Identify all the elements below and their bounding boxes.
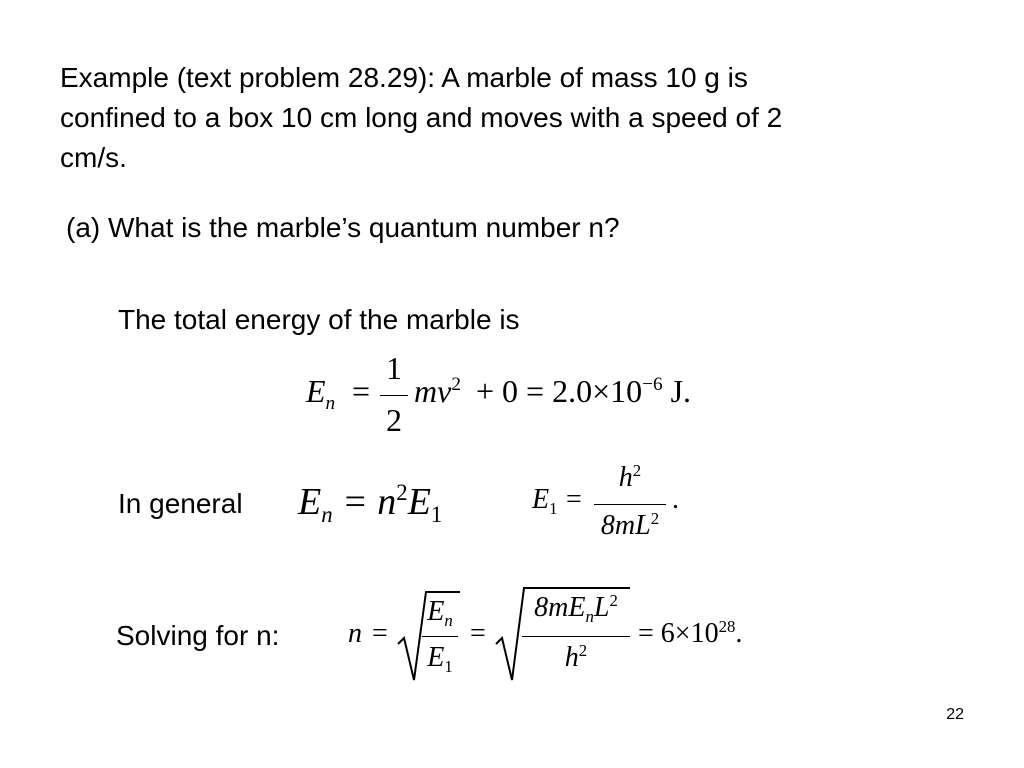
- eq3-sub-1: 1: [549, 498, 558, 518]
- eq4-result-text: = 6×10: [638, 618, 719, 649]
- eq2-sub-1: 1: [430, 501, 443, 527]
- eq4-equals-1: =: [372, 618, 388, 649]
- eq1-e: E: [306, 373, 326, 409]
- eq4-n: n: [348, 618, 362, 649]
- eq3-den-sq: 2: [650, 508, 660, 528]
- eq4-f2-num-sub: n: [585, 606, 594, 626]
- eq1-rhs-text: + 0 = 2.0×10: [476, 373, 643, 409]
- eq1-mv: [414, 373, 461, 410]
- eq4-equals-2: =: [470, 618, 486, 649]
- eq4-result-exp: 28: [718, 616, 736, 636]
- eq4-f2-num: [522, 592, 630, 624]
- eq4-result: [638, 618, 742, 650]
- eq4-f1-den-sub: 1: [444, 656, 453, 676]
- eq1-lhs: [306, 373, 336, 414]
- eq1-exp: −6: [642, 374, 663, 396]
- eq4-f2-den-h: h: [564, 642, 579, 673]
- eq3-fraction: [594, 462, 666, 546]
- eq4-f1-den: [422, 642, 458, 674]
- eq1-fraction: [380, 350, 408, 440]
- eq3-e: E: [532, 484, 550, 515]
- eq2-eq-n: = n: [342, 481, 397, 523]
- eq3-den: [594, 510, 666, 542]
- eq4-dot: .: [735, 618, 743, 649]
- eq3-den-text: 8mL: [600, 510, 651, 541]
- title-line-3: cm/s.: [60, 142, 127, 173]
- page-number: 22: [946, 706, 964, 723]
- energy-intro-text: The total energy of the marble is: [118, 304, 520, 335]
- title-line-1: Example (text problem 28.29): A marble of mass 10 g is: [60, 62, 748, 93]
- eq4-f1-num-e: E: [427, 596, 445, 627]
- eq2-e: E: [298, 481, 322, 523]
- eq2-e1: E: [407, 481, 431, 523]
- eq4-f2-bar: [522, 636, 630, 637]
- eq1-mv-text: mv: [414, 373, 452, 409]
- eq2-sub-n: n: [321, 501, 333, 527]
- eq4-f1-bar: [422, 636, 458, 637]
- eq4-f1-num-sub: n: [444, 610, 453, 630]
- eq1-equals: =: [352, 373, 371, 409]
- slide-title: [60, 58, 960, 178]
- question-a: (a) What is the marble’s quantum number n?: [66, 212, 620, 243]
- eq4-f2-den: [522, 642, 630, 674]
- eq4-f2-num-pre: 8mE: [534, 592, 586, 623]
- eq3-num-h: h: [618, 462, 633, 493]
- eq3-num-sq: 2: [632, 460, 642, 480]
- eq4-f2-den-sq: 2: [578, 640, 588, 660]
- eq4-fraction-2: [522, 592, 630, 680]
- eq4-f1-den-e: E: [427, 642, 445, 673]
- eq4-f1-num: [422, 596, 458, 628]
- eq3-lhs: [532, 484, 558, 516]
- eq1-frac-bar: [380, 395, 408, 396]
- in-general-text: In general: [118, 488, 243, 519]
- general-equation: [298, 480, 443, 527]
- eq1-unit: J.: [662, 373, 692, 409]
- eq1-rhs: [476, 373, 691, 410]
- eq1-mv-sq: 2: [451, 374, 461, 396]
- eq1-sub-n: n: [325, 392, 336, 414]
- eq3-frac-bar: [594, 504, 666, 505]
- solving-text: Solving for n:: [116, 620, 280, 651]
- eq4-fraction-1: [422, 596, 458, 680]
- title-line-2: confined to a box 10 cm long and moves with a speed of 2: [60, 102, 783, 133]
- eq3-equals: =: [566, 484, 582, 515]
- eq4-f2-num-sq: 2: [609, 590, 618, 610]
- eq3-dot: .: [672, 484, 679, 515]
- eq1-frac-den: 2: [386, 402, 402, 438]
- eq1-frac-num: 1: [386, 350, 402, 386]
- eq3-num: [594, 462, 666, 494]
- eq2-sq: 2: [396, 480, 408, 506]
- eq4-f2-num-l: L: [593, 592, 610, 623]
